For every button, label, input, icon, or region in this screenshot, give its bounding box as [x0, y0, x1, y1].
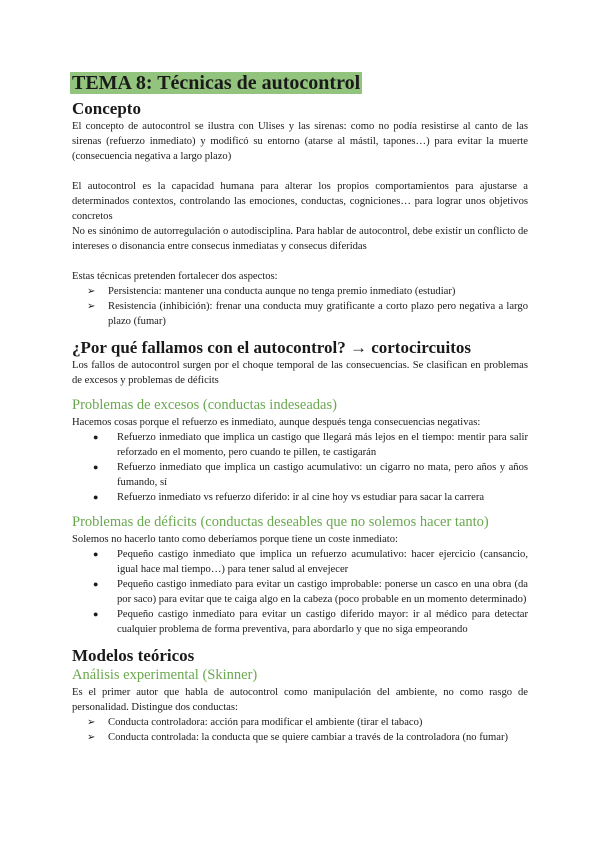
list-item-text: Pequeño castigo inmediato para evitar un castigo improbable: ponerse un casco en una obra (da por saco) para evitar que te caiga algo en la cabeza (poco probable en un momento determinado): [117, 579, 528, 605]
list-item: [72, 607, 528, 637]
list-item: [72, 715, 528, 730]
conductas-list: [72, 715, 528, 745]
dot-bullet-icon: ●: [93, 432, 99, 442]
list-item: [72, 547, 528, 577]
arrow-bullet-icon: ➢: [87, 286, 96, 297]
excesos-list: [72, 430, 528, 505]
subheading-excesos: Problemas de excesos (conductas indeseadas): [72, 397, 337, 413]
spacer: [72, 329, 528, 337]
list-item: [72, 299, 528, 329]
dot-bullet-icon: ●: [93, 492, 99, 502]
dot-bullet-icon: ●: [93, 579, 99, 589]
paragraph-fallos: Los fallos de autocontrol surgen por el choque temporal de las consecuencias. Se clasifican en problemas de excesos y problemas de déficits: [72, 360, 528, 386]
spacer: [72, 637, 528, 645]
list-item-text: Conducta controladora: acción para modificar el ambiente (tirar el tabaco): [108, 717, 423, 728]
dot-bullet-icon: ●: [93, 549, 99, 559]
list-item: [72, 460, 528, 490]
list-item: [72, 284, 528, 299]
subheading-deficits: Problemas de déficits (conductas deseables que no solemos hacer tanto): [72, 514, 489, 530]
paragraph-aspects-intro: Estas técnicas pretenden fortalecer dos aspectos:: [72, 271, 278, 282]
dot-bullet-icon: ●: [93, 609, 99, 619]
list-item-text: Pequeño castigo inmediato que implica un refuerzo acumulativo: hacer ejercicio (cansancio, igual hace mal tiempo…) para tener salud al envejecer: [117, 549, 528, 575]
aspects-list: [72, 284, 528, 329]
list-item: [72, 490, 528, 505]
list-item-text: Refuerzo inmediato que implica un castigo que llegará más lejos en el tiempo: mentir para salir reforzado en el momento, pero cuando te pillen, te castigarán: [117, 432, 528, 458]
paragraph-excesos-intro: Hacemos cosas porque el refuerzo es inmediato, aunque después tenga consecuencias negativas:: [72, 417, 481, 428]
subheading-skinner: Análisis experimental (Skinner): [72, 667, 258, 683]
list-item-text: Conducta controlada: la conducta que se quiere cambiar a través de la controladora (no fumar): [108, 732, 509, 743]
heading-cortocircuitos: ¿Por qué fallamos con el autocontrol? → cortocircuitos: [72, 338, 471, 357]
paragraph-not-synonym: No es sinónimo de autorregulación o autodisciplina. Para hablar de autocontrol, debe existir un conflicto de intereses o disonancia entre consecus inmediatas y consecus diferidas: [72, 226, 528, 252]
list-item: [72, 730, 528, 745]
blank-line: [72, 164, 528, 179]
list-item: [72, 577, 528, 607]
paragraph-definition: El autocontrol es la capacidad humana para alterar los propios comportamientos para ajustarse a determinados contextos, controlando las emociones, conductas, cogniciones… para lograr unos objetivos concretos: [72, 181, 528, 222]
arrow-bullet-icon: ➢: [87, 717, 96, 728]
paragraph-ulises: El concepto de autocontrol se ilustra con Ulises y las sirenas: como no podía resistirse al canto de las sirenas (refuerzo inmediato) y modificó su entorno (atarse al mástil, tapones…) para evitar la muerte (consecuencia negativa a largo plazo): [72, 121, 528, 162]
paragraph-deficits-intro: Solemos no hacerlo tanto como deberíamos porque tiene un coste inmediato:: [72, 534, 398, 545]
heading-modelos: Modelos teóricos: [72, 646, 195, 665]
list-item-text: Refuerzo inmediato vs refuerzo diferido: ir al cine hoy vs estudiar para sacar la carrera: [117, 492, 485, 503]
list-item-text: Persistencia: mantener una conducta aunque no tenga premio inmediato (estudiar): [108, 286, 456, 297]
list-item-text: Pequeño castigo inmediato para evitar un castigo diferido mayor: ir al médico para detectar cualquier problema de forma preventiva, para abordarlo y que no siga empeorando: [117, 609, 528, 635]
document-content: [72, 72, 528, 745]
heading-concepto: Concepto: [72, 99, 141, 118]
list-item-text: Resistencia (inhibición): frenar una conducta muy gratificante a corto plazo pero negativa a largo plazo (fumar): [108, 301, 528, 327]
document-title: TEMA 8: Técnicas de autocontrol: [72, 72, 361, 94]
dot-bullet-icon: ●: [93, 462, 99, 472]
arrow-bullet-icon: ➢: [87, 732, 96, 743]
spacer: [72, 388, 528, 396]
deficits-list: [72, 547, 528, 637]
paragraph-skinner: Es el primer autor que habla de autocontrol como manipulación del ambiente, no como rasgo de personalidad. Distingue dos conductas:: [72, 687, 528, 713]
arrow-bullet-icon: ➢: [87, 301, 96, 312]
list-item-text: Refuerzo inmediato que implica un castigo acumulativo: un cigarro no mata, pero años y años fumando, sí: [117, 462, 528, 488]
spacer: [72, 505, 528, 513]
blank-line: [72, 254, 528, 269]
list-item: [72, 430, 528, 460]
